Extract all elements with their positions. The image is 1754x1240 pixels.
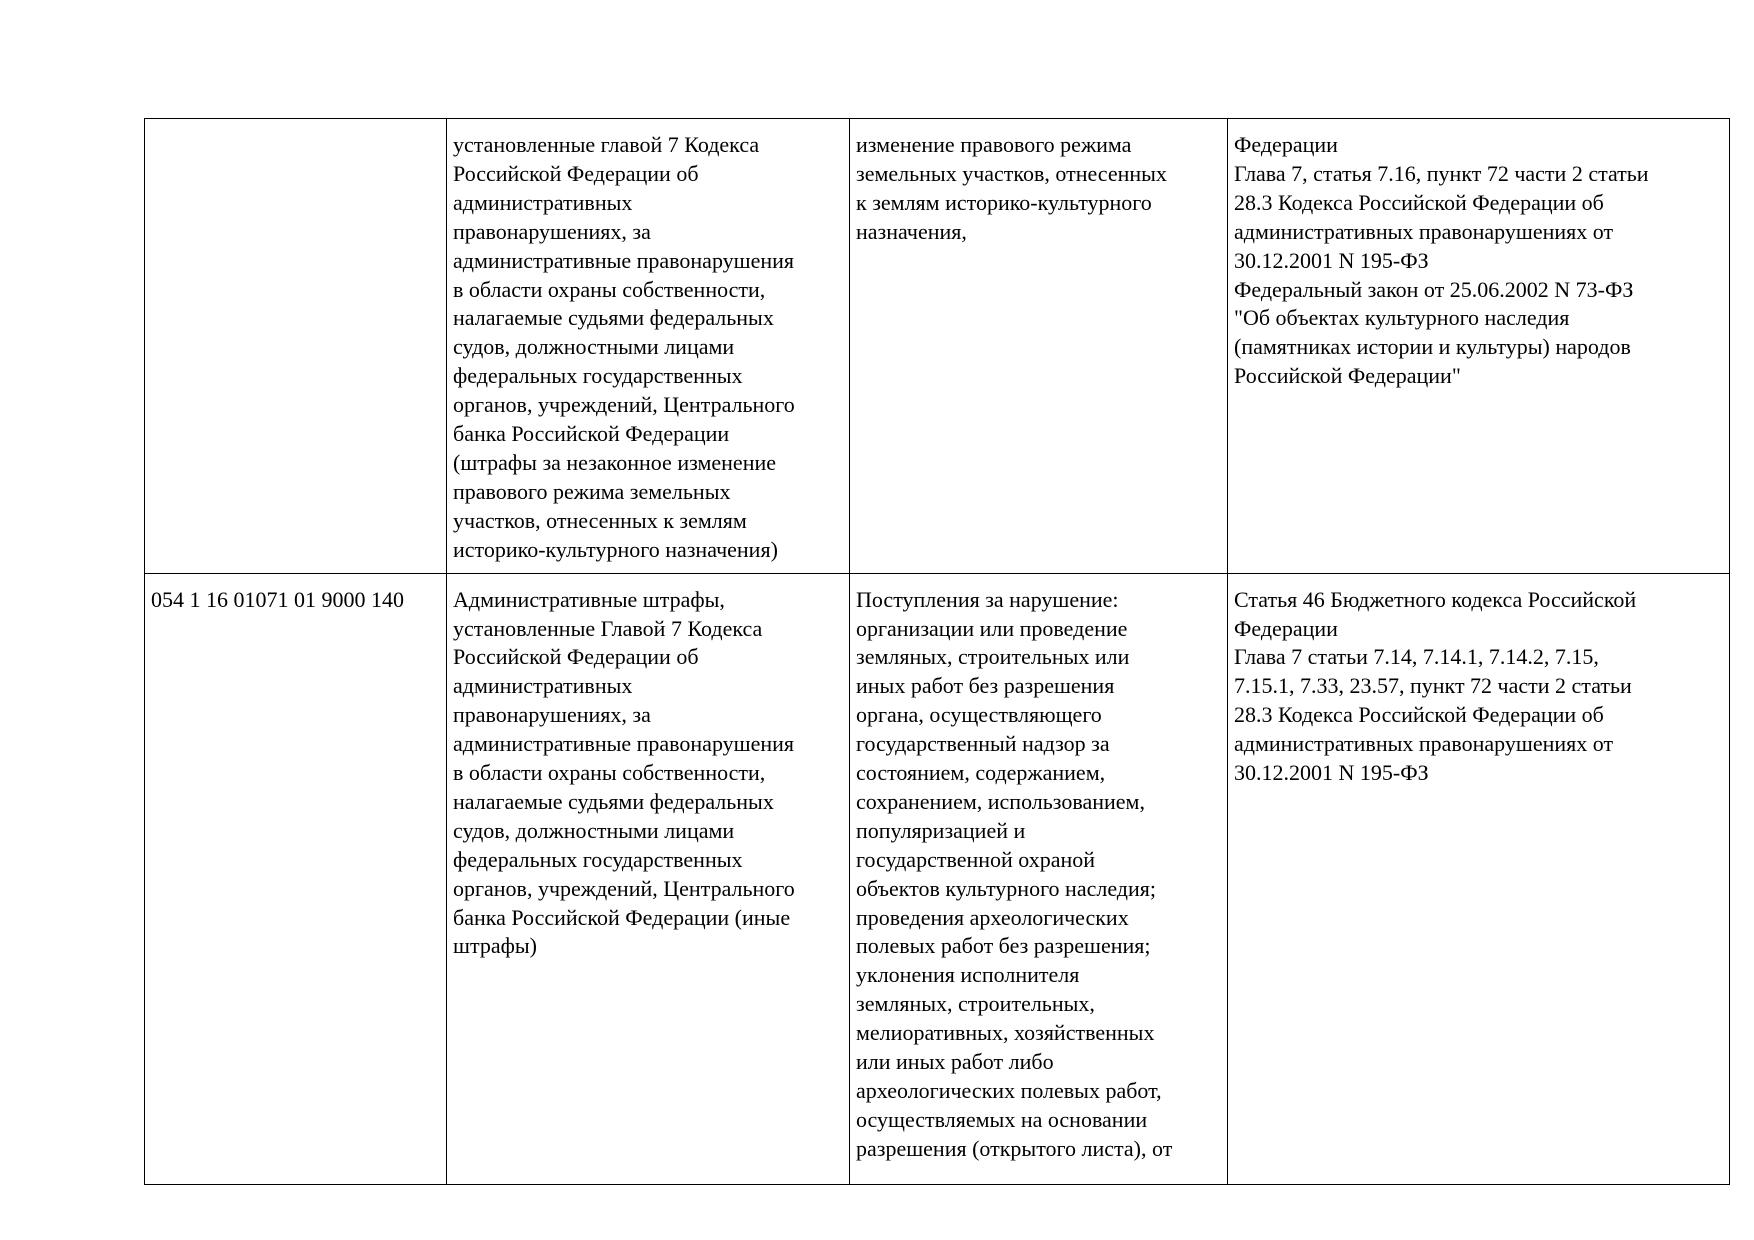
name-line: правонарушениях, за xyxy=(453,218,651,244)
description-line: разрешения (открытого листа), от xyxy=(856,1135,1173,1161)
name-line: штрафы) xyxy=(453,933,537,959)
description-line: государственный надзор за xyxy=(856,731,1110,757)
basis-line: (памятниках истории и культуры) народов xyxy=(1234,334,1631,360)
basis-line: Статья 46 Бюджетного кодекса Российской xyxy=(1234,586,1637,612)
description-line: объектов культурного наследия; xyxy=(856,875,1157,901)
basis-line: Федерации xyxy=(1234,132,1338,157)
basis-line: Российской Федерации" xyxy=(1234,363,1461,389)
name-line: Российской Федерации об xyxy=(453,644,699,670)
name-line: установленные главой 7 Кодекса xyxy=(453,132,760,157)
description-line: Поступления за нарушение: xyxy=(856,586,1119,612)
basis-line: "Об объектах культурного наследия xyxy=(1234,305,1570,331)
basis-line: административных правонарушениях от xyxy=(1234,218,1614,244)
basis-line: 28.3 Кодекса Российской Федерации об xyxy=(1234,702,1604,728)
basis-line: 30.12.2001 N 195-ФЗ xyxy=(1234,760,1429,786)
basis-line: 28.3 Кодекса Российской Федерации об xyxy=(1234,189,1604,215)
name-line: судов, должностными лицами xyxy=(453,334,735,360)
name-line: Российской Федерации об xyxy=(453,160,699,186)
description-line: мелиоративных, хозяйственных xyxy=(856,1020,1155,1046)
name-line: банка Российской Федерации xyxy=(453,421,730,447)
description-line: уклонения исполнителя xyxy=(856,962,1080,988)
description-line: проведения археологических xyxy=(856,904,1129,930)
revenue-description-cell xyxy=(850,573,1228,1184)
name-line: историко-культурного назначения) xyxy=(453,536,778,562)
description-line: сохранением, использованием, xyxy=(856,788,1145,814)
description-line: популяризацией и xyxy=(856,817,1026,843)
description-line: назначения, xyxy=(856,218,967,244)
description-line: государственной охраной xyxy=(856,846,1096,872)
description-line: археологических полевых работ, xyxy=(856,1078,1162,1103)
name-line: административных xyxy=(453,189,633,215)
name-line: федеральных государственных xyxy=(453,846,743,872)
name-line: судов, должностными лицами xyxy=(453,817,735,843)
revenue-codes-table xyxy=(144,118,1730,1185)
name-line: органов, учреждений, Центрального xyxy=(453,875,795,901)
table-row xyxy=(145,119,1730,574)
name-line: (штрафы за незаконное изменение xyxy=(453,449,777,475)
description-line: или иных работ либо xyxy=(856,1049,1054,1075)
name-line: органов, учреждений, Центрального xyxy=(453,392,795,418)
name-line: налагаемые судьями федеральных xyxy=(453,305,774,331)
basis-line: Глава 7 статьи 7.14, 7.14.1, 7.14.2, 7.15, xyxy=(1234,644,1599,670)
description-line: к землям историко-культурного xyxy=(856,189,1152,215)
revenue-code-cell xyxy=(145,119,447,574)
basis-line: Федеральный закон от 25.06.2002 N 73-ФЗ xyxy=(1234,276,1634,302)
basis-line: 30.12.2001 N 195-ФЗ xyxy=(1234,247,1429,273)
description-line: земельных участков, отнесенных xyxy=(856,160,1167,186)
revenue-code: 054 1 16 01071 01 9000 140 xyxy=(151,586,404,612)
basis-line: Федерации xyxy=(1234,615,1338,641)
basis-line: Глава 7, статья 7.16, пункт 72 части 2 статьи xyxy=(1234,160,1649,186)
revenue-name-cell xyxy=(447,119,850,574)
name-line: Административные штрафы, xyxy=(453,586,725,612)
name-line: правового режима земельных xyxy=(453,478,731,504)
revenue-code-cell xyxy=(145,573,447,1184)
table-row xyxy=(145,573,1730,1184)
name-line: административные правонарушения xyxy=(453,247,795,273)
basis-line: 7.15.1, 7.33, 23.57, пункт 72 части 2 статьи xyxy=(1234,673,1632,699)
description-line: органа, осуществляющего xyxy=(856,702,1102,728)
basis-line: административных правонарушениях от xyxy=(1234,731,1614,757)
description-line: организации или проведение xyxy=(856,615,1128,641)
name-line: административные правонарушения xyxy=(453,731,795,757)
description-line: земляных, строительных или xyxy=(856,644,1130,670)
legal-basis-cell xyxy=(1228,119,1730,574)
name-line: федеральных государственных xyxy=(453,363,743,389)
name-line: установленные Главой 7 Кодекса xyxy=(453,615,763,641)
description-line: иных работ без разрешения xyxy=(856,673,1115,699)
name-line: участков, отнесенных к землям xyxy=(453,507,747,533)
description-line: состоянием, содержанием, xyxy=(856,760,1106,786)
name-line: банка Российской Федерации (иные xyxy=(453,904,791,930)
name-line: в области охраны собственности, xyxy=(453,760,766,786)
name-line: в области охраны собственности, xyxy=(453,276,766,302)
description-line: земляных, строительных, xyxy=(856,991,1095,1017)
name-line: административных xyxy=(453,673,633,699)
revenue-description-cell xyxy=(850,119,1228,574)
name-line: налагаемые судьями федеральных xyxy=(453,788,774,814)
description-line: изменение правового режима xyxy=(856,132,1132,157)
description-line: полевых работ без разрешения; xyxy=(856,933,1151,959)
legal-basis-cell xyxy=(1228,573,1730,1184)
name-line: правонарушениях, за xyxy=(453,702,651,728)
description-line: осуществляемых на основании xyxy=(856,1106,1148,1132)
revenue-name-cell xyxy=(447,573,850,1184)
